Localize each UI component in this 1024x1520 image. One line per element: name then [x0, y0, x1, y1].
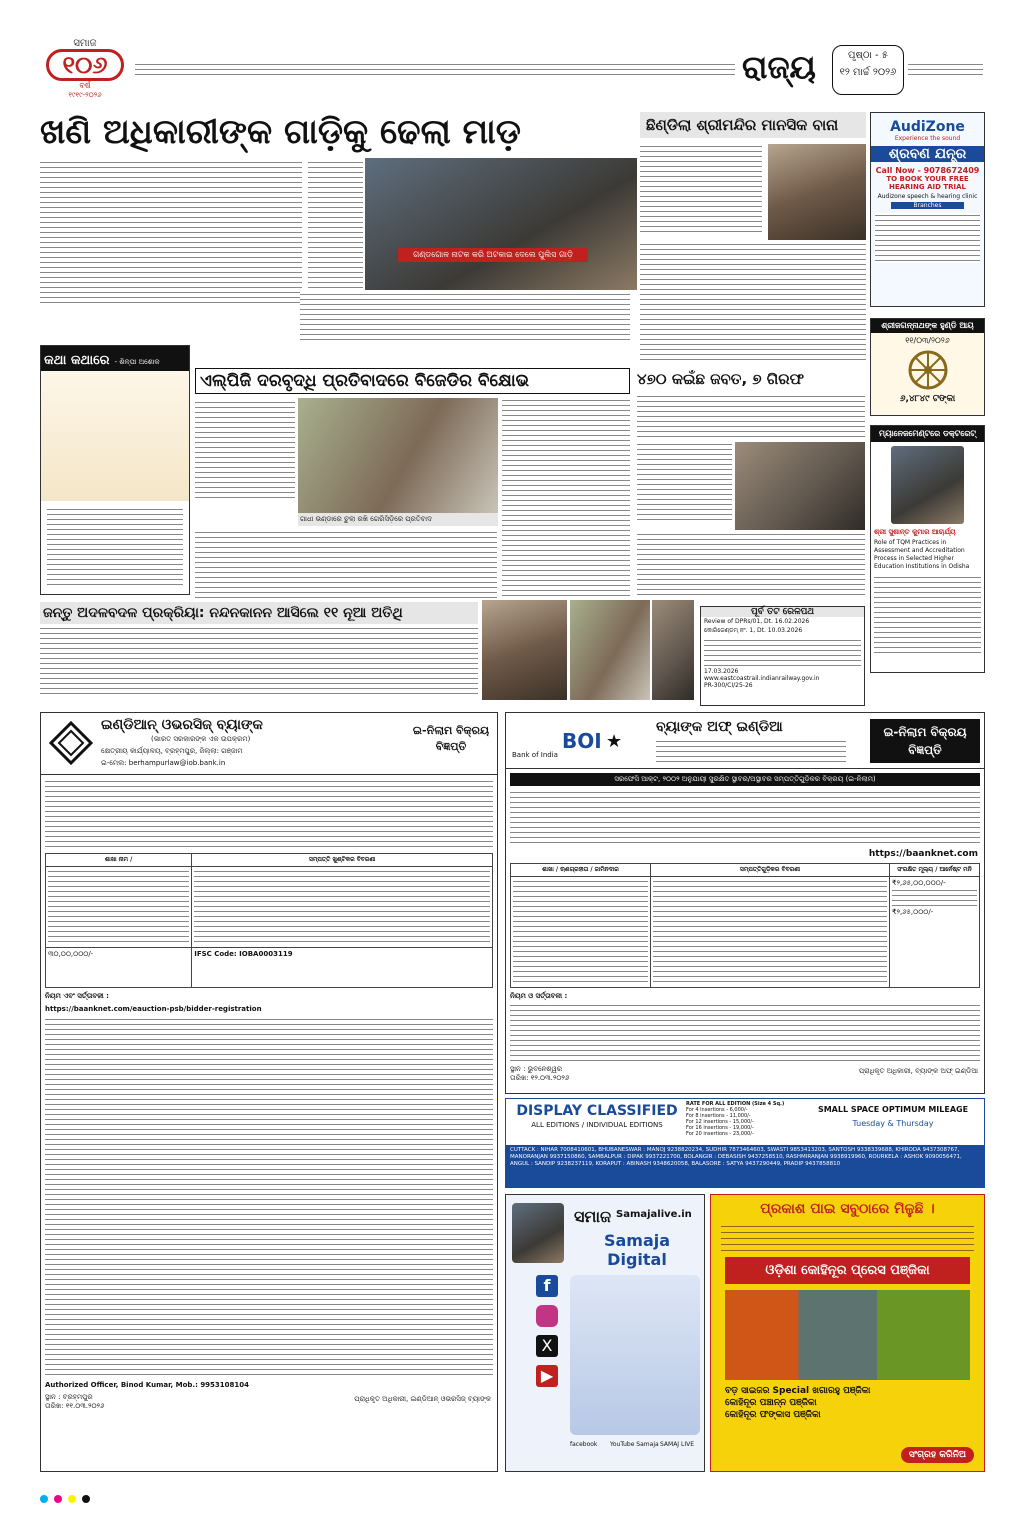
boi-intro [510, 790, 980, 845]
hundi-date: ୧୧/୦୩/୨୦୨୬ [905, 336, 950, 345]
color-registration-bar [40, 1494, 985, 1504]
temple-body-top [640, 144, 762, 234]
classified-ad [505, 1098, 985, 1188]
hundi-title: ଶ୍ରୀଜଗନ୍ନାଥଙ୍କ ହୁଣ୍ଡି ଆୟ [871, 319, 984, 333]
anniversary-number: ୧୦୬ [46, 49, 124, 81]
iob-intro [45, 779, 493, 849]
boi-signatory: ପ୍ରାଧିକୃତ ଅଧିକାରୀ, ବ୍ୟାଙ୍କ ଅଫ୍ ଇଣ୍ଡିଆ [858, 1067, 978, 1075]
temple-body-bottom [640, 242, 866, 362]
anniversary-badge [40, 38, 130, 98]
youtube-icon[interactable]: ▶ [536, 1365, 558, 1387]
lead-body-left [40, 160, 302, 305]
seizure-body-left [637, 442, 732, 522]
iob-subtitle: (ଭାରତ ସରକାରଙ୍କ ଏକ ଉପକ୍ରମ) [151, 735, 251, 743]
iob-terms-body [45, 1017, 493, 1377]
seizure-photo [735, 442, 865, 530]
lead-body-bottom [300, 292, 630, 342]
iob-place: ସ୍ଥାନ : ବ୍ରହ୍ମପୁର [45, 1393, 93, 1401]
hundi-box [870, 318, 985, 416]
brand-small: ସମାଜ [73, 38, 97, 49]
audizone-call: Call Now - 9078672409 [875, 166, 980, 175]
tender-corrigendum: କୋରିଜେଣ୍ଡମ୍ ନଂ. 1, Dt. 10.03.2026 [704, 627, 803, 634]
boi-name: ବ୍ୟାଙ୍କ ଅଫ୍ ଇଣ୍ଡିଆ [656, 719, 783, 735]
panjika-books [725, 1290, 970, 1380]
rate-3: For 12 insertions - 15,000/- [686, 1119, 754, 1125]
anniversary-years: ୧୯୧୯-୨୦୨୬ [68, 91, 102, 99]
iob-table [45, 853, 493, 988]
panjika-line: ଓଡ଼ିଶା କୋହିନୂର ପ୍ରେସ ପଞ୍ଜିକା [725, 1257, 970, 1284]
panjika-item-3: କୋହିନୂର ଫଙ୍କାସ ପଞ୍ଜିକା [725, 1410, 821, 1420]
iob-signatory: ପ୍ରାଧିକୃତ ଅଧିକାରୀ, ଇଣ୍ଡିଆନ୍ ଓଭରସିଜ୍ ବ୍ୟାଙ୍କ [354, 1395, 491, 1403]
iob-bid-url[interactable]: https://baanknet.com/eauction-psb/bidder-registration [45, 1005, 262, 1013]
digital-live-label: SAMAJ LIVE [660, 1441, 694, 1448]
classified-subtitle: ALL EDITIONS / INDIVIDUAL EDITIONS [531, 1121, 663, 1129]
doctorate-box [870, 425, 985, 673]
digital-facebook-label: facebook [570, 1441, 598, 1448]
zoo-photo-1 [482, 600, 567, 700]
hundi-amount: ୬,୪୮୪୯ ଟଙ୍କା [899, 394, 956, 404]
anniversary-tag: ବର୍ଷ [79, 81, 91, 90]
lead-photo [365, 158, 637, 290]
classified-contacts: CUTTACK : NIHAR 7008410601, BHUBANESWAR : MANOJ 9238820234, SUDHIR 7873464603, SWASTI 9853413203, SANTOSH 9338339688, KHIRODA 9437308767, MANORANJAN 9937150860, SAMBALPUR : DIPAK 9937221700, BOLANGIR : DEBASISH 9437258510, RASHMIRANJAN 9938919960, ROURKELA : ASHOK 9090056471, ANGUL : SANDIP 9238237119, KORAPUT : ABINASH 9348620058, BALASORE : SATYA 9437290449, PRADIP 9437858810 [506, 1145, 984, 1187]
cartoon-title-row [41, 346, 189, 371]
doctorate-body [874, 575, 981, 655]
railway-tender [700, 606, 865, 706]
lead-headline: ଖଣି ଅଧିକାରୀଙ୍କ ଗାଡ଼ିକୁ ଢେଲା ମାଡ଼ [40, 112, 521, 152]
temple-photo [768, 144, 866, 240]
masthead-rule-right [908, 62, 983, 78]
cartoon-drawing [41, 371, 189, 501]
rate-4: For 16 insertions - 19,000/- [686, 1125, 754, 1131]
audizone-branches: Branches [891, 202, 964, 209]
panjika-ad [710, 1194, 985, 1472]
boi-header [506, 713, 984, 769]
page-label: ପୃଷ୍ଠା - ୫ [847, 50, 889, 61]
lead-body-mid [308, 160, 363, 305]
iob-ifsc: IFSC Code: IOBA0003119 [192, 948, 493, 988]
boi-english-name: Bank of India [512, 751, 558, 759]
lpg-body-bottom [195, 530, 497, 598]
digital-youtube-label: YouTube Samaja [610, 1441, 659, 1448]
digital-phones [570, 1275, 700, 1435]
iob-date: ତାରିଖ: ୧୧.୦୩.୨୦୨୬ [45, 1402, 105, 1410]
lpg-headline: ଏଲ୍‌ପିଜି ଦରବୃଦ୍ଧି ପ୍ରତିବାଦରେ ବିଜେଡିର ବିକ୍ଷୋଭ [195, 368, 630, 394]
zoo-photo-2 [570, 600, 650, 700]
doctorate-photo [891, 446, 964, 524]
digital-ad [505, 1194, 705, 1472]
cartoon-artist: - ଶିଳ୍ପୀ ଅଶୋକ [114, 358, 160, 366]
seizure-body-bottom [637, 532, 865, 598]
iob-terms-heading: ନିୟମ ଏବଂ ସର୍ତ୍ତାବଳୀ : [45, 992, 109, 1000]
doctorate-name: ଶ୍ରୀ ସୁଶାନ୍ତ କୁମାର ଆଚାର୍ଯ୍ୟ [874, 528, 956, 536]
boi-notice [505, 712, 985, 1094]
audizone-book: TO BOOK YOUR FREE HEARING AID TRIAL [886, 175, 969, 191]
rates-title: RATE FOR ALL EDITION (Size 4 Sq.) [686, 1101, 785, 1107]
panjika-item-2: କୋହିନୂର ପଞ୍ଚାନ୍ନ ପଞ୍ଜିକା [725, 1398, 817, 1408]
iob-logo-icon [49, 721, 93, 765]
boi-notice-bar: ସରଫେସି ଆକ୍ଟ, ୨୦୦୨ ଅନୁଯାୟୀ ସୁରକ୍ଷିତ ସ୍ଥାବର/ଅସ୍ଥାବର ସମ୍ପତ୍ତିଗୁଡ଼ିକର ବିକ୍ରୟ (ଇ-ନିଲାମ) [510, 773, 980, 786]
tender-date: 17.03.2026 [704, 668, 739, 675]
classified-days: Tuesday & Thursday [852, 1119, 934, 1128]
tender-url[interactable]: www.eastcoastrail.indianrailway.gov.in [704, 675, 820, 682]
masthead [0, 0, 1024, 100]
lead-photo-caption: ଗଣ୍ଡଗୋଳ ନାଟକ କରି ଅଟକାଇ ଦେଲେ ପୁଲିସ ଗାଡ଼ି [398, 248, 588, 262]
rate-2: For 8 insertions - 11,000/- [686, 1113, 751, 1119]
audizone-clinic: Audizone speech & hearing clinic [877, 193, 978, 200]
classified-small-space: SMALL SPACE OPTIMUM MILEAGE [817, 1105, 969, 1114]
temple-headline: ଛିଣ୍ଡିଲା ଶ୍ରୀମନ୍ଦିର ମାନସିକ ବାନା [640, 112, 866, 138]
doctorate-title: ମ୍ୟାନେଜମେଣ୍ଟରେ ଡକ୍ଟରେଟ୍ [871, 426, 984, 442]
seizure-body-top [637, 394, 865, 439]
boi-col-desc: ସମ୍ପତ୍ତିଗୁଡ଼ିକର ବିବରଣୀ [651, 864, 890, 877]
boi-reserve-1: ₹୨,୬୫,୦୦,୦୦୦/- [892, 879, 946, 887]
audizone-brand: AudiZone [890, 119, 965, 135]
audizone-branch-list [875, 213, 980, 263]
page-date: ୧୨ ମାର୍ଚ୍ଚ ୨୦୨୬ [839, 67, 897, 78]
temple-box [640, 112, 866, 367]
digital-brand: ସମାଜ [574, 1207, 612, 1226]
masthead-rule [135, 62, 735, 78]
doctorate-thesis: Role of TQM Practices in Assessment and Accreditation Process in Selected Higher Education Institutions in Odisha [874, 539, 970, 570]
zoo-headline: ଜନ୍ତୁ ଅଦଳବଦଳ ପ୍ରକ୍ରିୟା: ନନ୍ଦନକାନନ ଆସିଲେ ୧୧ ନୂଆ ଅତିଥି [40, 602, 478, 624]
iob-header [41, 713, 497, 775]
boi-address [656, 739, 846, 763]
rate-5: For 20 insertions - 23,000/- [686, 1131, 754, 1137]
classified-rates [686, 1101, 796, 1137]
iob-branch: କ୍ଷେତ୍ରୀୟ କାର୍ଯ୍ୟାଳୟ, ବ୍ରହ୍ମପୁର, ଜିଲ୍ଲା: ଗଞ୍ଜାମ [101, 747, 243, 755]
boi-auction-title: ଇ-ନିଲାମ ବିକ୍ରୟ ବିଜ୍ଞପ୍ତି [870, 719, 980, 763]
lpg-body-right [502, 398, 630, 598]
tender-body [704, 638, 861, 666]
panjika-cta: ସଂଗ୍ରହ କରିନିଅ [901, 1447, 974, 1463]
classified-title: DISPLAY CLASSIFIED [516, 1103, 678, 1119]
zoo-photo-3 [652, 600, 694, 700]
boi-col-reserve: ସଂରକ୍ଷିତ ମୂଲ୍ୟ / ଆର୍ନେଷ୍ଟ ମନି [890, 864, 980, 877]
boi-col-branch: ଶାଖା / ଋଣଗ୍ରହୀତା / ଜାମିନଦାର [511, 864, 651, 877]
panjika-item-1: ବଡ଼ ସାଇଜର Special ଖଗାରହୁ ପଞ୍ଜିକା [725, 1386, 871, 1396]
x-icon[interactable]: X [536, 1335, 558, 1357]
boi-date: ତାରିଖ: ୧୨.୦୩.୨୦୨୬ [510, 1074, 570, 1082]
cartoon-box [40, 345, 190, 595]
seizure-headline: ୪୭୦ କଇଁଛ ଜବତ, ୭ ଗିରଫ [637, 370, 805, 388]
iob-email: ଇ-ମେଲ: berhampurlaw@iob.bank.in [101, 759, 226, 767]
instagram-icon[interactable] [536, 1305, 558, 1327]
boi-terms-body [510, 1003, 980, 1063]
page-label-box [832, 45, 904, 95]
iob-name: ଇଣ୍ଡିଆନ୍ ଓଭରସିଜ୍ ବ୍ୟାଙ୍କ [101, 717, 263, 733]
iob-notice [40, 712, 498, 1472]
rate-1: For 4 insertions - 6,000/- [686, 1107, 748, 1113]
lpg-photo-caption: ଗାଧୀ ଭଣ୍ଡାରେ ଚୁଲା ରଖି ଗେରିସିଡ଼ିରେ ପ୍ରତିବାଦ [298, 513, 498, 526]
tender-code: PR-300/CI/25-26 [704, 682, 753, 689]
section-title: ରାଜ୍ୟ [742, 48, 816, 86]
tender-title: ପୂର୍ବ ତଟ ରେଳପଥ [701, 607, 864, 617]
iob-reserve: ୩୦,୦୦,୦୦୦/- [46, 948, 192, 988]
boi-place: ସ୍ଥାନ : ଭୁବନେଶ୍ୱର [510, 1065, 563, 1073]
digital-site[interactable]: Samajalive.in [616, 1209, 692, 1220]
panjika-headline: ପ୍ରକାଶ ପାଇ ସବୁଠାରେ ମିଳୁଛି । [760, 1201, 935, 1217]
iob-col-desc: ସମ୍ପତ୍ତି ଖୁଣ୍ଟିକର ବିବରଣୀ [192, 854, 493, 867]
cartoon-title: କଥା କଥାରେ [44, 353, 110, 368]
tender-ref: Review of DPRs/01, Dt. 16.02.2026 [704, 618, 810, 625]
boi-table [510, 863, 980, 988]
zoo-body [40, 626, 478, 694]
boi-reserve-2: ₹୨,୬୫,୦୦୦/- [892, 908, 934, 916]
boi-brand: BOI [562, 729, 602, 753]
chakra-icon [907, 349, 949, 391]
digital-product: Samaja Digital [603, 1231, 671, 1269]
iob-authorized: Authorized Officer, Binod Kumar, Mob.: 9953108104 [45, 1381, 250, 1389]
panjika-intro [721, 1223, 974, 1251]
boi-star-icon: ★ [606, 731, 623, 752]
iob-auction-title: ଇ-ନିଲାମ ବିକ୍ରୟ ବିଜ୍ଞପ୍ତି [412, 724, 490, 753]
lpg-body-left [195, 400, 295, 500]
boi-url[interactable]: https://baanknet.com [868, 849, 978, 859]
boi-terms-heading: ନିୟମ ଓ ସର୍ତ୍ତାବଳୀ : [510, 992, 568, 1000]
audizone-ad [870, 112, 985, 307]
audizone-title: ଶ୍ରବଣ ଯନ୍ତ୍ର [871, 146, 984, 162]
lpg-photo [298, 398, 498, 513]
cartoon-caption [47, 507, 183, 587]
iob-col-branch: ଶାଖା ନାମ / [46, 854, 192, 867]
audizone-tagline: Experience the sound [894, 135, 961, 142]
social-icons [536, 1275, 560, 1387]
digital-portrait [512, 1203, 564, 1263]
facebook-icon[interactable]: f [536, 1275, 558, 1297]
